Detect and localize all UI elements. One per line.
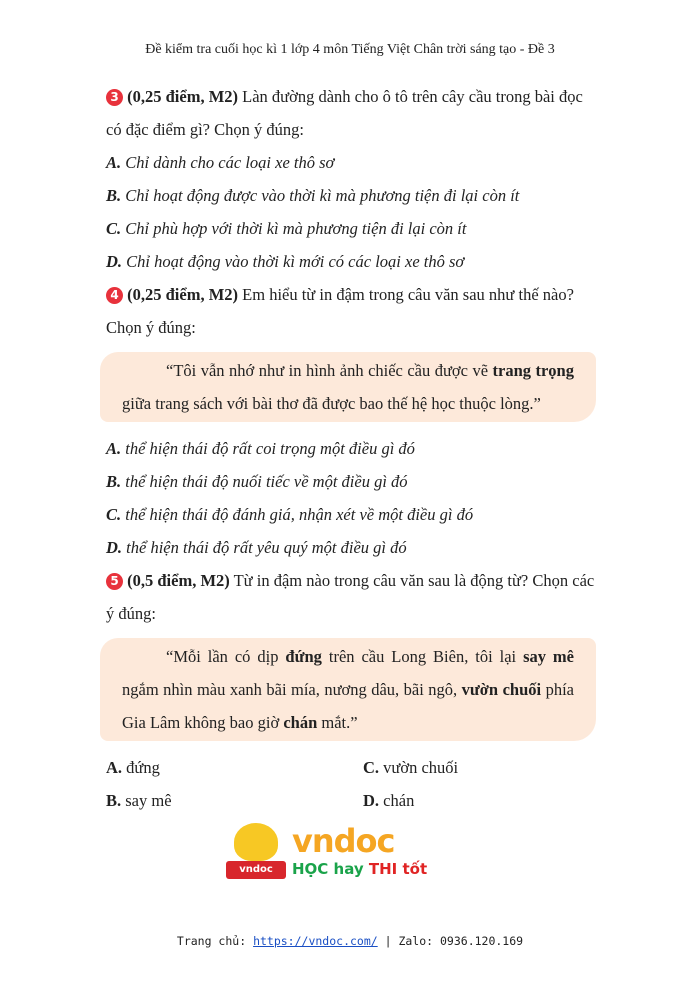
question-number-badge: 4	[106, 287, 123, 304]
page-header: Đề kiểm tra cuối học kì 1 lớp 4 môn Tiếng Việt Chân trời sáng tạo - Đề 3	[145, 42, 555, 57]
question-text: Em hiểu từ in đậm trong câu văn sau như thế nào? Chọn ý đúng:	[106, 285, 574, 337]
homepage-link[interactable]: https://vndoc.com/	[253, 934, 378, 948]
question-number-badge: 5	[106, 573, 123, 590]
option-b: B. say mê	[106, 791, 172, 810]
question-meta: (0,25 điểm, M2)	[127, 87, 239, 106]
option-d: D. thể hiện thái độ rất yêu quý một điều gì đó	[106, 538, 407, 557]
question-text: Từ in đậm nào trong câu văn sau là động từ? Chọn các ý đúng:	[106, 571, 595, 623]
quote-box: “Mỗi lần có dịp đứng trên cầu Long Biên, tôi lại say mê ngắm nhìn màu xanh bãi mía, nương dâu, bãi ngô, vườn chuối phía Gia Lâm không bao giờ chán mắt.”	[100, 638, 596, 741]
options-grid	[106, 751, 596, 817]
quote-box: “Tôi vẫn nhớ như in hình ảnh chiếc cầu được vẽ trang trọng giữa trang sách với bài thơ đã được bao thế hệ học thuộc lòng.”	[100, 352, 596, 422]
option-c: C. vườn chuối	[363, 758, 459, 777]
watermark-logo: vndoc	[292, 822, 395, 860]
watermark-slogan: HỌC hay THI tốt	[292, 860, 428, 878]
option-d: D. chán	[363, 791, 415, 810]
question-4	[106, 278, 596, 344]
watermark-ribbon: vndoc	[226, 861, 286, 879]
option-a: A. đứng	[106, 758, 160, 777]
vndoc-watermark	[226, 823, 456, 881]
question-meta: (0,25 điểm, M2)	[127, 285, 239, 304]
question-5	[106, 564, 596, 630]
option-d: D. Chỉ hoạt động vào thời kì mới có các loại xe thô sơ	[106, 252, 465, 271]
chicken-mascot-icon	[234, 823, 278, 861]
question-text: Làn đường dành cho ô tô trên cây cầu trong bài đọc có đặc điểm gì? Chọn ý đúng:	[106, 87, 583, 139]
page-footer: Trang chủ: https://vndoc.com/ | Zalo: 0936.120.169	[176, 934, 524, 948]
option-a: A. thể hiện thái độ rất coi trọng một điều gì đó	[106, 439, 415, 458]
question-3	[106, 80, 596, 146]
option-c: C. Chỉ phù hợp với thời kì mà phương tiện đi lại còn ít	[106, 219, 467, 238]
option-b: B. thể hiện thái độ nuối tiếc về một điều gì đó	[106, 472, 408, 491]
option-b: B. Chỉ hoạt động được vào thời kì mà phương tiện đi lại còn ít	[106, 186, 520, 205]
document-content	[106, 80, 596, 881]
question-number-badge: 3	[106, 89, 123, 106]
option-a: A. Chỉ dành cho các loại xe thô sơ	[106, 153, 335, 172]
option-c: C. thể hiện thái độ đánh giá, nhận xét về một điều gì đó	[106, 505, 474, 524]
question-meta: (0,5 điểm, M2)	[127, 571, 230, 590]
